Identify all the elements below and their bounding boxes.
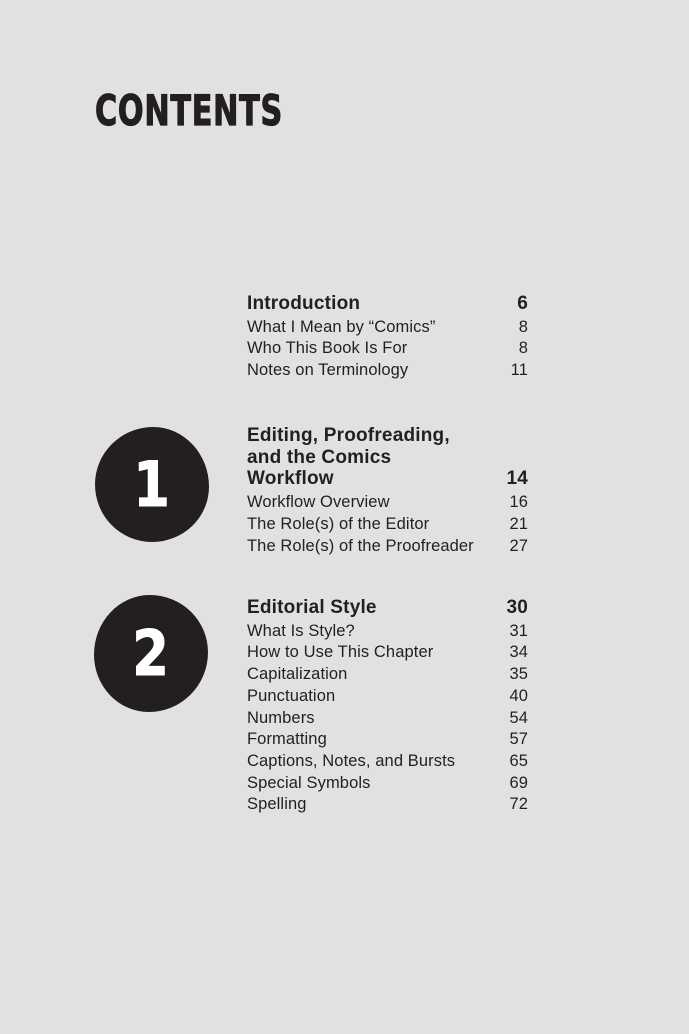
toc-entry <box>247 338 528 360</box>
toc-entry <box>247 492 528 514</box>
toc-entry-label: Captions, Notes, and Bursts <box>247 751 456 770</box>
toc-entry <box>247 664 528 686</box>
toc-heading-label: Introduction <box>247 293 361 314</box>
chapter-2-badge <box>94 595 208 712</box>
toc-entry-label: The Role(s) of the Editor <box>247 514 430 533</box>
toc-section-chapter-1 <box>247 425 528 557</box>
toc-section-chapter-2 <box>247 597 528 816</box>
toc-entry-page: 69 <box>509 773 528 792</box>
toc-heading-page: 6 <box>517 293 528 314</box>
toc-entry-page: 65 <box>509 751 528 770</box>
toc-entry <box>247 773 528 795</box>
toc-entry <box>247 751 528 773</box>
toc-entry-page: 8 <box>518 317 528 336</box>
toc-entry-label: Notes on Terminology <box>247 361 409 380</box>
toc-entry-label: Who This Book Is For <box>247 339 408 358</box>
toc-entry-page: 57 <box>509 730 528 749</box>
toc-entry <box>247 729 528 751</box>
toc-entry-label: Workflow Overview <box>247 493 390 512</box>
toc-section-introduction <box>247 293 528 382</box>
toc-entry <box>247 708 528 730</box>
toc-heading-chapter-1 <box>247 468 528 490</box>
toc-entry <box>247 536 528 558</box>
toc-heading-label: Workflow <box>247 468 334 490</box>
toc-heading-introduction <box>247 293 528 315</box>
toc-heading-line: and the Comics <box>247 446 392 468</box>
toc-entry-page: 8 <box>518 339 528 358</box>
toc-entry-label: Punctuation <box>247 686 336 705</box>
toc-entry-page: 31 <box>509 621 528 640</box>
toc-entry-page: 34 <box>509 643 528 662</box>
toc-entry-label: Formatting <box>247 730 327 749</box>
toc-entry-label: The Role(s) of the Proofreader <box>247 536 474 555</box>
toc-entry-page: 72 <box>509 795 528 814</box>
toc-heading-page: 30 <box>506 597 528 618</box>
toc-entry-label: Special Symbols <box>247 773 371 792</box>
page-title: CONTENTS <box>95 86 283 135</box>
toc-heading-label: Editorial Style <box>247 597 377 618</box>
toc-entry-label: Numbers <box>247 708 315 727</box>
toc-heading-chapter-2 <box>247 597 528 619</box>
toc-entry <box>247 514 528 536</box>
toc-entry <box>247 686 528 708</box>
chapter-1-badge <box>95 427 209 542</box>
toc-entry-page: 40 <box>509 686 528 705</box>
toc-entry-page: 27 <box>509 536 528 555</box>
toc-entry-label: Capitalization <box>247 665 348 684</box>
toc-entry-page: 21 <box>509 514 528 533</box>
toc-entry-label: What Is Style? <box>247 621 355 640</box>
toc-entry <box>247 317 528 339</box>
toc-entry <box>247 360 528 382</box>
chapter-number: 2 <box>132 617 170 690</box>
toc-heading-page: 14 <box>506 468 528 490</box>
toc-entry-page: 16 <box>509 493 528 512</box>
toc-entry <box>247 794 528 816</box>
toc-entry-label: What I Mean by “Comics” <box>247 317 436 336</box>
toc-entry-label: How to Use This Chapter <box>247 643 434 662</box>
toc-entry <box>247 642 528 664</box>
toc-entry-page: 35 <box>509 665 528 684</box>
toc-heading-line: Editing, Proofreading, <box>247 425 450 446</box>
toc-entry-page: 54 <box>509 708 528 727</box>
toc-entry <box>247 621 528 643</box>
toc-entry-page: 11 <box>510 361 528 380</box>
chapter-number: 1 <box>133 448 171 521</box>
toc-entry-label: Spelling <box>247 795 307 814</box>
